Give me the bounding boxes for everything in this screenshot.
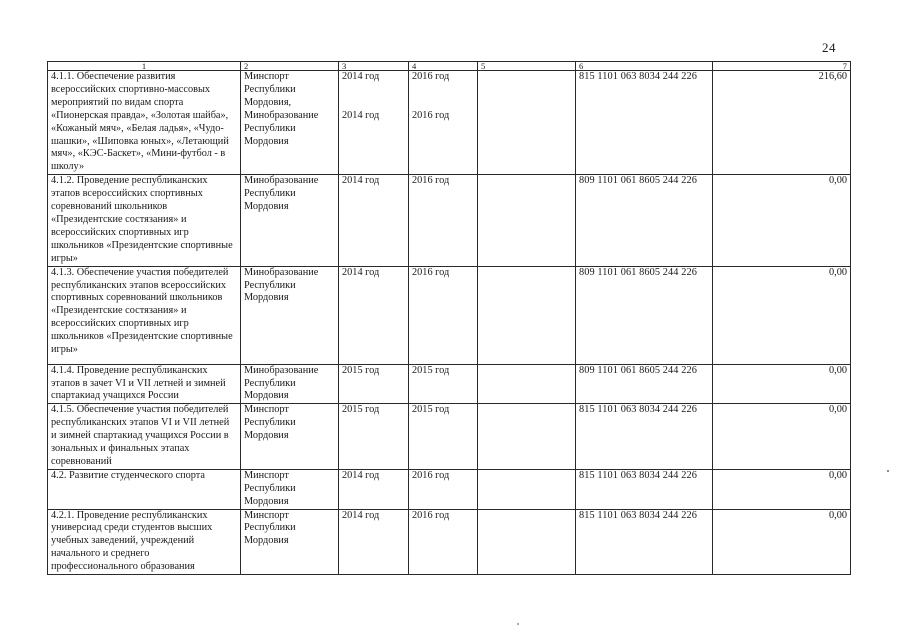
column-5-cell — [478, 266, 576, 364]
amount-cell: 0,00 — [713, 175, 851, 266]
scan-speck — [517, 623, 519, 625]
activity-cell: 4.1.4. Проведение республиканских этапов в зачет VI и VII летней и зимней спартакиад учащихся России — [48, 364, 241, 404]
amount-cell: 0,00 — [713, 364, 851, 404]
executor-cell: Минспорт Республики Мордовия — [241, 404, 339, 470]
start-year-secondary: 2014 год — [342, 109, 380, 121]
activity-cell: 4.2. Развитие студенческого спорта — [48, 469, 241, 509]
start-year-cell — [339, 71, 409, 175]
start-year-cell: 2014 год — [339, 509, 409, 575]
end-year-cell: 2016 год — [409, 175, 478, 266]
column-header-7: 7 — [713, 62, 851, 71]
end-year-cell — [409, 71, 478, 175]
end-year-cell: 2016 год — [409, 469, 478, 509]
program-activities-table — [47, 61, 851, 575]
column-header-1: 1 — [48, 62, 241, 71]
activity-cell: 4.1.2. Проведение республиканских этапов всероссийских спортивных соревнований школьников «Президентские состязания» и всероссийских спортивных игр школьников «Президентские спортивные игры» — [48, 175, 241, 266]
end-year-cell: 2015 год — [409, 404, 478, 470]
executor-cell: Минобразование Республики Мордовия — [241, 364, 339, 404]
scan-speck — [887, 470, 889, 472]
amount-cell: 0,00 — [713, 266, 851, 364]
start-year-cell: 2015 год — [339, 364, 409, 404]
budget-code-cell: 815 1101 063 8034 244 226 — [576, 509, 713, 575]
budget-code-cell: 815 1101 063 8034 244 226 — [576, 404, 713, 470]
start-year-cell: 2014 год — [339, 266, 409, 364]
start-year-cell: 2015 год — [339, 404, 409, 470]
amount-cell: 216,60 — [713, 71, 851, 175]
executor-cell: Минспорт Республики Мордовия — [241, 469, 339, 509]
column-5-cell — [478, 71, 576, 175]
table-row — [48, 266, 851, 364]
table-row — [48, 469, 851, 509]
amount-cell: 0,00 — [713, 509, 851, 575]
column-5-cell — [478, 509, 576, 575]
activity-cell: 4.2.1. Проведение республиканских универсиад среди студентов высших учебных заведений, учреждений начального и среднего профессионального образования — [48, 509, 241, 575]
activity-cell: 4.1.5. Обеспечение участия победителей республиканских этапов VI и VII летней и зимней спартакиад учащихся России в зональных и финальных этапах соревнований — [48, 404, 241, 470]
column-header-6: 6 — [576, 62, 713, 71]
budget-code-cell: 809 1101 061 8605 244 226 — [576, 175, 713, 266]
budget-code-cell: 809 1101 061 8605 244 226 — [576, 364, 713, 404]
table-row — [48, 404, 851, 470]
column-number-row — [48, 62, 851, 71]
column-header-2: 2 — [241, 62, 339, 71]
executor-cell: Минобразование Республики Мордовия — [241, 175, 339, 266]
page-number: 24 — [822, 40, 836, 55]
column-header-4: 4 — [409, 62, 478, 71]
start-year-cell: 2014 год — [339, 469, 409, 509]
end-year-cell: 2016 год — [409, 509, 478, 575]
end-year: 2016 год — [412, 71, 450, 82]
activity-cell: 4.1.3. Обеспечение участия победителей республиканских этапов всероссийских спортивных соревнований школьников «Президентские состязания» и всероссийских спортивных игр школьников «Президентские спортивные игры» — [48, 266, 241, 364]
executor-cell: Минспорт Республики Мордовия — [241, 509, 339, 575]
amount-cell: 0,00 — [713, 469, 851, 509]
end-year-cell: 2015 год — [409, 364, 478, 404]
column-header-3: 3 — [339, 62, 409, 71]
budget-code-cell: 815 1101 063 8034 244 226 — [576, 71, 713, 175]
table-row — [48, 509, 851, 575]
end-year-secondary: 2016 год — [412, 109, 450, 121]
table-row — [48, 71, 851, 175]
table-row — [48, 364, 851, 404]
column-header-5: 5 — [478, 62, 576, 71]
column-5-cell — [478, 404, 576, 470]
budget-code-cell: 815 1101 063 8034 244 226 — [576, 469, 713, 509]
end-year-cell: 2016 год — [409, 266, 478, 364]
start-year: 2014 год — [342, 71, 380, 82]
amount-cell: 0,00 — [713, 404, 851, 470]
budget-code-cell: 809 1101 061 8605 244 226 — [576, 266, 713, 364]
executor-cell: Минобразование Республики Мордовия — [241, 266, 339, 364]
table-row — [48, 175, 851, 266]
column-5-cell — [478, 469, 576, 509]
activity-cell: 4.1.1. Обеспечение развития всероссийских спортивно-массовых мероприятий по видам спорта «Пионерская правда», «Золотая шайба», «Кожаный мяч», «Белая ладья», «Чудо-шашки», «Шиповка юных», «Летающий мяч», «КЭС-Баскет», «Мини-футбол - в школу» — [48, 71, 241, 175]
executor-cell: Минспорт Республики Мордовия, Минобразование Республики Мордовия — [241, 71, 339, 175]
column-5-cell — [478, 175, 576, 266]
start-year-cell: 2014 год — [339, 175, 409, 266]
column-5-cell — [478, 364, 576, 404]
